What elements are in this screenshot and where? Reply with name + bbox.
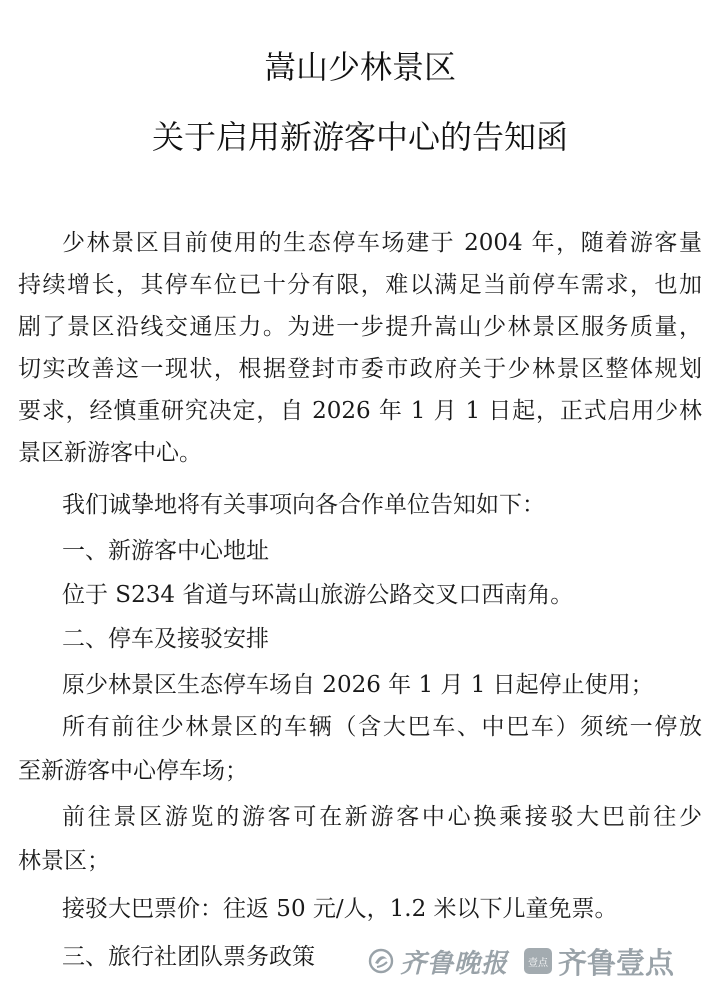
watermark (368, 936, 698, 986)
document-title-line2: 关于启用新游客中心的告知函 (151, 118, 568, 156)
section2-item3-line1: 前往景区游览的游客可在新游客中心换乘接驳大巴前往少 (62, 804, 702, 830)
section2-item2-line2: 至新游客中心停车场； (18, 758, 248, 784)
section2-item3-line2: 林景区； (18, 848, 110, 874)
paragraph1-line1: 少林景区目前使用的生态停车场建于 2004 年，随着游客量 (62, 230, 702, 256)
watermark-badge: 壹点 (524, 948, 552, 974)
section1-text: 位于 S234 省道与环嵩山旅游公路交叉口西南角。 (62, 582, 574, 608)
paragraph1-line5: 要求，经慎重研究决定，自 2026 年 1 月 1 日起，正式启用少林 (18, 398, 702, 424)
watermark-app-text: 齐鲁壹点 (558, 945, 675, 980)
section1-heading: 一、新游客中心地址 (62, 538, 269, 564)
paragraph1-line4: 切实改善这一现状，根据登封市委市政府关于少林景区整体规划 (18, 356, 702, 382)
watermark-brand-text: 齐鲁晚报 (400, 948, 509, 979)
section3-heading: 三、旅行社团队票务政策 (62, 944, 315, 970)
qilu-logo-icon (368, 948, 394, 974)
paragraph1-line6: 景区新游客中心。 (18, 440, 202, 466)
section2-item2-line1: 所有前往少林景区的车辆（含大巴车、中巴车）须统一停放 (62, 714, 702, 740)
document-title-line1: 嵩山少林景区 (263, 48, 456, 86)
section2-item1: 原少林景区生态停车场自 2026 年 1 月 1 日起停止使用； (62, 672, 654, 698)
section2-heading: 二、停车及接驳安排 (62, 626, 269, 652)
paragraph1-line3: 剧了景区沿线交通压力。为进一步提升嵩山少林景区服务质量， (18, 314, 702, 340)
paragraph2: 我们诚挚地将有关事项向各合作单位告知如下： (62, 492, 545, 518)
paragraph1-line2: 持续增长，其停车位已十分有限，难以满足当前停车需求，也加 (18, 272, 702, 298)
section2-item4: 接驳大巴票价：往返 50 元/人，1.2 米以下儿童免票。 (62, 896, 618, 922)
